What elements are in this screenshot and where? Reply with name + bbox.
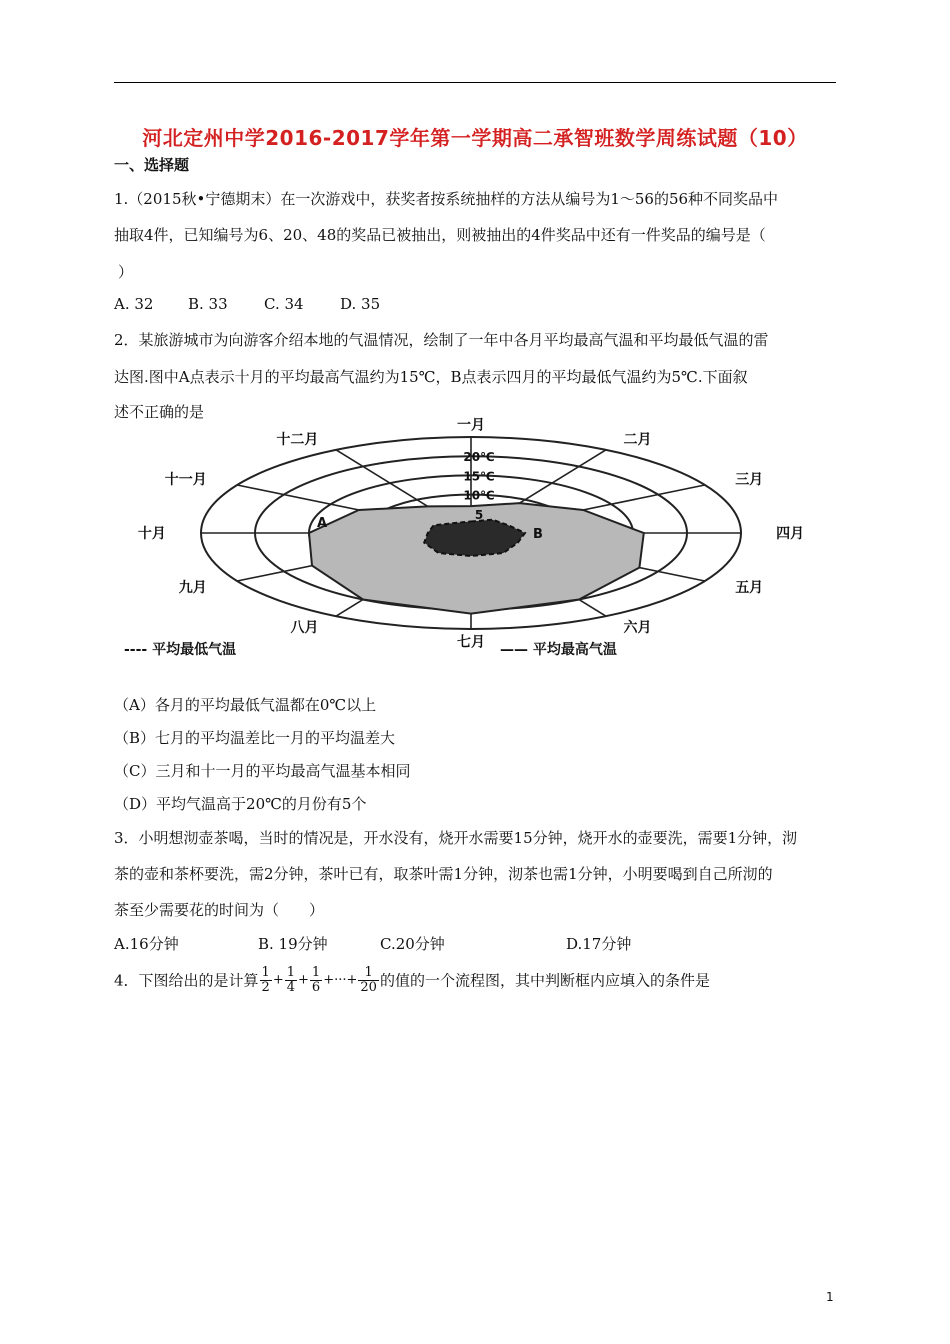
legend-low-label: ---- 平均最低气温 — [124, 642, 237, 658]
q1-option-c: C. 34 — [264, 295, 304, 313]
q2-line-2: 达图.图中A点表示十月的平均最高气温约为15℃，B点表示四月的平均最低气温约为5℃.下面叙 — [114, 368, 748, 386]
q3-line-2: 茶的壶和茶杯要洗，需2分钟，茶叶已有，取茶叶需1分钟，沏茶也需1分钟，小明要喝到自己所沏的 — [114, 865, 773, 883]
q1-option-b: B. 33 — [188, 295, 228, 313]
q3-option-c: C.20分钟 — [380, 935, 445, 953]
plus-sign: + — [298, 972, 309, 988]
ring-label: 15℃ — [463, 469, 495, 484]
q3-option-d: D.17分钟 — [566, 935, 632, 953]
q4-prefix: 4．下图给出的是计算 — [114, 971, 259, 990]
point-a-label: A — [317, 516, 328, 531]
fraction-1-4: $\frac{1}{4}$ — [286, 965, 296, 995]
q3-line-1: 3．小明想沏壶茶喝，当时的情况是，开水没有，烧开水需要15分钟，烧开水的壶要洗，需要1分钟，沏 — [114, 829, 798, 847]
q3-option-a: A.16分钟 — [114, 935, 179, 953]
month-label: 八月 — [290, 619, 319, 636]
month-label: 三月 — [735, 471, 764, 488]
ellipsis-sum: +···+ — [323, 972, 358, 988]
ring-label: 10℃ — [463, 488, 495, 503]
month-label: 十二月 — [276, 432, 319, 449]
q2-line-1: 2．某旅游城市为向游客介绍本地的气温情况，绘制了一年中各月平均最高气温和平均最低气温的雷 — [114, 331, 769, 349]
q4-suffix: 的值的一个流程图，其中判断框内应填入的条件是 — [379, 971, 710, 990]
q1-line-1: 1.（2015秋•宁德期末）在一次游戏中，获奖者按系统抽样的方法从编号为1～56的56种不同奖品中 — [114, 190, 779, 208]
q1-option-d: D. 35 — [340, 295, 381, 313]
legend-high-label: —— 平均最高气温 — [500, 642, 617, 658]
header-rule — [114, 82, 836, 83]
ring-label: 5 — [474, 507, 484, 522]
document-title: 河北定州中学2016-2017学年第一学期高二承智班数学周练试题（10） — [142, 126, 808, 150]
q2-option-b: （B）七月的平均温差比一月的平均温差大 — [114, 729, 396, 747]
month-label: 六月 — [623, 619, 652, 636]
point-b-label: B — [533, 527, 543, 542]
month-label: 九月 — [178, 580, 207, 597]
section-heading: 一、选择题 — [114, 156, 190, 174]
q2-line-3: 述不正确的是 — [114, 403, 205, 421]
q1-option-a: A. 32 — [114, 295, 154, 313]
q2-option-d: （D）平均气温高于20℃的月份有5个 — [114, 795, 367, 813]
q2-option-c: （C）三月和十一月的平均最高气温基本相同 — [114, 762, 411, 780]
month-label: 十一月 — [164, 471, 207, 488]
month-label: 四月 — [776, 526, 805, 542]
q3-option-b: B. 19分钟 — [258, 935, 328, 953]
q4-line — [114, 966, 710, 994]
month-label: 一月 — [457, 417, 485, 434]
month-label: 十月 — [137, 526, 166, 542]
fraction-1-20: $\frac{1}{20}$ — [360, 965, 377, 995]
fraction-1-2: $\frac{1}{2}$ — [261, 965, 270, 995]
month-label: 七月 — [457, 634, 485, 651]
page-number: 1 — [826, 1290, 834, 1304]
q2-option-a: （A）各月的平均最低气温都在0℃以上 — [114, 696, 377, 714]
month-label: 五月 — [735, 580, 764, 597]
temperature-radar-chart — [114, 417, 834, 662]
month-label: 二月 — [623, 432, 652, 449]
q3-line-3: 茶至少需要花的时间为（ ） — [114, 901, 325, 919]
fraction-1-6: $\frac{1}{6}$ — [311, 965, 321, 995]
plus-sign: + — [272, 972, 284, 988]
q1-line-2: 抽取4件，已知编号为6、20、48的奖品已被抽出，则被抽出的4件奖品中还有一件奖品的编号是（ — [114, 226, 766, 244]
q1-line-3: ） — [118, 263, 134, 281]
ring-label: 20℃ — [463, 450, 495, 465]
